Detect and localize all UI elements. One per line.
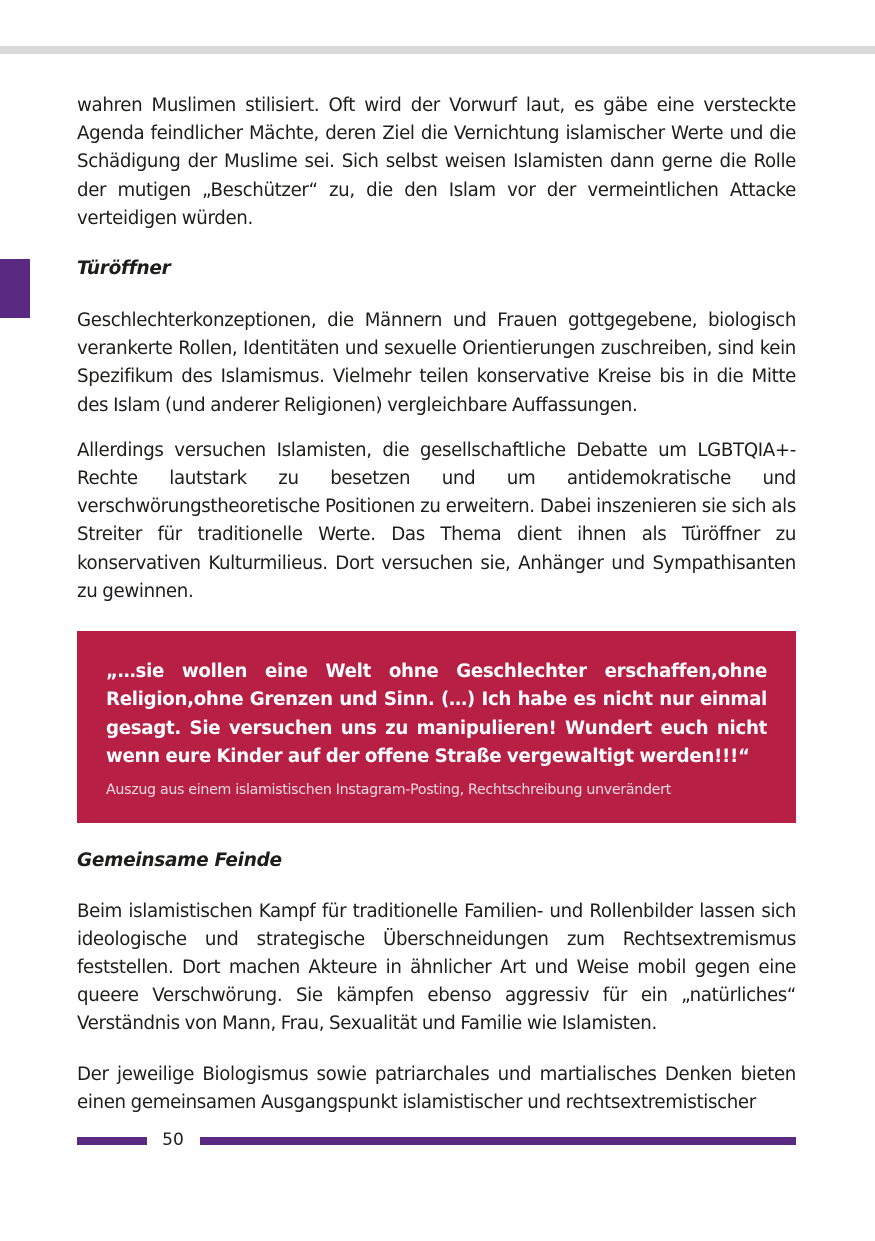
body-paragraph-2: Geschlechterkonzeptionen, die Männern und Frauen gottgegebene, biologisch verankerte Rollen, Identitäten und sexuelle Orientierungen zuschreiben, sind kein Spezifikum des Islamismus. Vielmehr teilen konservative Kreise bis in die Mitte des Islam (und anderer Religionen) vergleichbare Auffassungen. <box>77 310 796 416</box>
body-paragraph-5: Der jeweilige Biologismus sowie patriarchales und martialisches Denken bieten einen gemeinsamen Ausgangspunkt islamistischer und rechtsextremistischer <box>77 1063 796 1113</box>
quote-text: „…sie wollen eine Welt ohne Geschlechter erschaffen,ohne Religion,ohne Grenzen und Sinn. (…) Ich habe es nicht nur einmal gesagt. Sie versuchen uns zu manipulieren! Wundert euch nicht wenn eure Kinder auf der offene Straße vergewaltigt werden!!!“ <box>106 661 767 768</box>
body-paragraph-4: Beim islamistischen Kampf für traditionelle Familien- und Rollenbilder lassen sich ideologische und strategische Überschneidungen zum Rechtsextremismus feststellen. Dort machen Akteure in ähnlicher Art und Weise mobil gegen eine queere Verschwörung. Sie kämpfen ebenso aggressiv für ein „natürliches“ Verständnis von Mann, Frau, Sexualität und Familie wie Islamisten. <box>77 900 796 1035</box>
section-heading-tueroeffner: Türöffner <box>77 258 171 280</box>
section-heading-gemeinsame-feinde: Gemeinsame Feinde <box>77 849 282 871</box>
body-paragraph-3: Allerdings versuchen Islamisten, die gesellschaftliche Debatte um LGBTQIA+-Rechte lautstark zu besetzen und um antidemokratische und verschwörungstheoretische Positionen zu erweitern. Dabei inszenieren sie sich als Streiter für traditionelle Werte. Das Thema dient ihnen als Türöffner zu konservativen Kulturmilieus. Dort versuchen sie, Anhänger und Sympathisanten zu gewinnen. <box>77 439 796 602</box>
footer-bar-left <box>77 1137 147 1145</box>
quote-source: Auszug aus einem islamistischen Instagram-Posting, Rechtschreibung unverändert <box>106 781 671 798</box>
page-number: 50 <box>162 1130 184 1150</box>
page-content <box>77 92 796 1117</box>
top-rule <box>0 46 875 54</box>
quote-box <box>77 631 796 823</box>
footer-bar-right <box>200 1137 796 1145</box>
chapter-side-tab <box>0 259 30 318</box>
body-paragraph-1: wahren Muslimen stilisiert. Oft wird der Vorwurf laut, es gäbe eine versteckte Agenda feindlicher Mächte, deren Ziel die Vernichtung islamischer Werte und die Schädigung der Muslime sei. Sich selbst weisen Islamisten dann gerne die Rolle der mutigen „Beschützer“ zu, die den Islam vor der vermeintlichen Attacke verteidigen würden. <box>77 95 796 229</box>
